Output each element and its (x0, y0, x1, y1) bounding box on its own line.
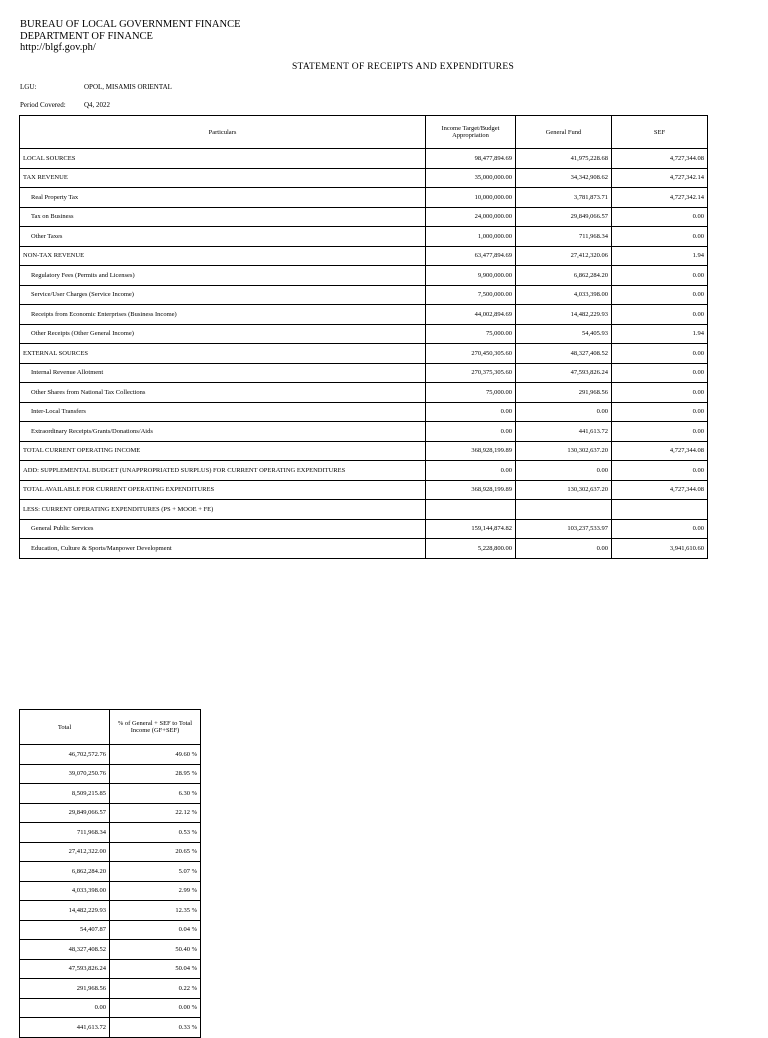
totals-row (20, 901, 201, 921)
total-cell: 54,407.87 (20, 920, 110, 940)
target-cell: 44,002,894.69 (426, 305, 516, 325)
sef-cell: 1.94 (612, 246, 708, 266)
table-row (20, 461, 708, 481)
sef-cell: 3,941,610.60 (612, 539, 708, 559)
sef-cell: 1.94 (612, 324, 708, 344)
target-cell: 75,000.00 (426, 383, 516, 403)
sef-cell: 4,727,344.08 (612, 441, 708, 461)
percent-cell: 50.04 % (110, 959, 201, 979)
lgu-row (20, 83, 172, 91)
target-cell: 0.00 (426, 422, 516, 442)
percent-cell: 2.99 % (110, 881, 201, 901)
general-fund-cell (516, 500, 612, 520)
total-cell: 441,613.72 (20, 1018, 110, 1038)
table-row (20, 227, 708, 247)
particular-cell: Receipts from Economic Enterprises (Business Income) (20, 305, 426, 325)
target-cell: 7,500,000.00 (426, 285, 516, 305)
percent-cell: 0.04 % (110, 920, 201, 940)
particular-cell: General Public Services (20, 519, 426, 539)
general-fund-cell: 54,405.93 (516, 324, 612, 344)
table-row (20, 149, 708, 169)
percent-cell: 12.35 % (110, 901, 201, 921)
sef-cell: 0.00 (612, 422, 708, 442)
sef-cell: 0.00 (612, 305, 708, 325)
sef-cell: 4,727,342.14 (612, 168, 708, 188)
target-cell: 24,000,000.00 (426, 207, 516, 227)
particular-cell: TOTAL CURRENT OPERATING INCOME (20, 441, 426, 461)
table-row (20, 383, 708, 403)
sef-cell: 0.00 (612, 344, 708, 364)
totals-header-row (20, 710, 201, 745)
target-cell: 5,228,800.00 (426, 539, 516, 559)
target-cell: 1,000,000.00 (426, 227, 516, 247)
general-fund-cell: 103,237,533.97 (516, 519, 612, 539)
sef-cell (612, 500, 708, 520)
target-cell: 0.00 (426, 461, 516, 481)
total-cell: 29,849,066.57 (20, 803, 110, 823)
col-header-target: Income Target/Budget Appropriation (426, 116, 516, 149)
particular-cell: LOCAL SOURCES (20, 149, 426, 169)
totals-row (20, 998, 201, 1018)
sef-cell: 0.00 (612, 227, 708, 247)
particular-cell: Other Taxes (20, 227, 426, 247)
totals-row (20, 745, 201, 765)
target-cell: 75,000.00 (426, 324, 516, 344)
col-header-particulars: Particulars (20, 116, 426, 149)
totals-row (20, 881, 201, 901)
sef-cell: 0.00 (612, 402, 708, 422)
particular-cell: TAX REVENUE (20, 168, 426, 188)
percent-cell: 6.30 % (110, 784, 201, 804)
agency-header (20, 19, 241, 54)
sef-cell: 0.00 (612, 363, 708, 383)
particular-cell: Tax on Business (20, 207, 426, 227)
sef-cell: 4,727,342.14 (612, 188, 708, 208)
table-row (20, 441, 708, 461)
percent-cell: 22.12 % (110, 803, 201, 823)
sef-cell: 0.00 (612, 519, 708, 539)
agency-url: http://blgf.gov.ph/ (20, 42, 96, 53)
general-fund-cell: 6,862,284.20 (516, 266, 612, 286)
total-cell: 4,033,398.00 (20, 881, 110, 901)
particular-cell: LESS: CURRENT OPERATING EXPENDITURES (PS + MOOE + FE) (20, 500, 426, 520)
target-cell: 159,144,874.82 (426, 519, 516, 539)
general-fund-cell: 291,968.56 (516, 383, 612, 403)
col-header-percent: % of General + SEF to Total Income (GF+SEF) (110, 710, 201, 745)
general-fund-cell: 130,302,637.20 (516, 480, 612, 500)
table-row (20, 168, 708, 188)
statement-title: STATEMENT OF RECEIPTS AND EXPENDITURES (291, 62, 515, 72)
total-cell: 6,862,284.20 (20, 862, 110, 882)
totals-row (20, 920, 201, 940)
general-fund-cell: 34,342,908.62 (516, 168, 612, 188)
general-fund-cell: 29,849,066.57 (516, 207, 612, 227)
agency-name: BUREAU OF LOCAL GOVERNMENT FINANCE (20, 19, 241, 30)
particular-cell: ADD: SUPPLEMENTAL BUDGET (UNAPPROPRIATED SURPLUS) FOR CURRENT OPERATING EXPENDITURES (20, 461, 426, 481)
total-cell: 0.00 (20, 998, 110, 1018)
totals-row (20, 784, 201, 804)
percent-cell: 0.22 % (110, 979, 201, 999)
particular-cell: Service/User Charges (Service Income) (20, 285, 426, 305)
period-row (20, 101, 111, 109)
particular-cell: Real Property Tax (20, 188, 426, 208)
table-row (20, 188, 708, 208)
table-row (20, 402, 708, 422)
target-cell: 98,477,894.69 (426, 149, 516, 169)
particular-cell: Education, Culture & Sports/Manpower Development (20, 539, 426, 559)
general-fund-cell: 47,593,826.24 (516, 363, 612, 383)
lgu-label: LGU: (20, 83, 37, 91)
totals-row (20, 862, 201, 882)
totals-row (20, 764, 201, 784)
target-cell: 10,000,000.00 (426, 188, 516, 208)
total-cell: 291,968.56 (20, 979, 110, 999)
table-header-row (20, 116, 708, 149)
percent-cell: 20.65 % (110, 842, 201, 862)
table-row (20, 480, 708, 500)
table-row (20, 519, 708, 539)
table-row (20, 305, 708, 325)
total-cell: 48,327,408.52 (20, 940, 110, 960)
target-cell: 35,000,000.00 (426, 168, 516, 188)
percent-cell: 5.07 % (110, 862, 201, 882)
receipts-expenditures-table (19, 115, 708, 559)
particular-cell: Other Receipts (Other General Income) (20, 324, 426, 344)
general-fund-cell: 48,327,408.52 (516, 344, 612, 364)
percent-cell: 28.95 % (110, 764, 201, 784)
total-cell: 711,968.34 (20, 823, 110, 843)
general-fund-cell: 0.00 (516, 539, 612, 559)
sef-cell: 4,727,344.08 (612, 480, 708, 500)
sef-cell: 0.00 (612, 266, 708, 286)
period-label: Period Covered: (20, 101, 66, 109)
particular-cell: Regulatory Fees (Permits and Licenses) (20, 266, 426, 286)
total-cell: 39,070,250.76 (20, 764, 110, 784)
table-row (20, 207, 708, 227)
particular-cell: Internal Revenue Allotment (20, 363, 426, 383)
col-header-sef: SEF (612, 116, 708, 149)
general-fund-cell: 130,302,637.20 (516, 441, 612, 461)
table-row (20, 266, 708, 286)
table-row (20, 344, 708, 364)
target-cell: 9,900,000.00 (426, 266, 516, 286)
target-cell: 368,928,199.89 (426, 441, 516, 461)
general-fund-cell: 0.00 (516, 402, 612, 422)
percent-cell: 49.60 % (110, 745, 201, 765)
col-header-total: Total (20, 710, 110, 745)
particular-cell: EXTERNAL SOURCES (20, 344, 426, 364)
general-fund-cell: 441,613.72 (516, 422, 612, 442)
percent-cell: 0.00 % (110, 998, 201, 1018)
particular-cell: Other Shares from National Tax Collections (20, 383, 426, 403)
sef-cell: 0.00 (612, 461, 708, 481)
totals-row (20, 979, 201, 999)
target-cell: 368,928,199.89 (426, 480, 516, 500)
table-row (20, 539, 708, 559)
general-fund-cell: 4,033,398.00 (516, 285, 612, 305)
table-row (20, 246, 708, 266)
sef-cell: 0.00 (612, 285, 708, 305)
target-cell: 63,477,894.69 (426, 246, 516, 266)
totals-row (20, 959, 201, 979)
col-header-general-fund: General Fund (516, 116, 612, 149)
total-cell: 8,509,215.85 (20, 784, 110, 804)
particular-cell: Inter-Local Transfers (20, 402, 426, 422)
particular-cell: Extraordinary Receipts/Grants/Donations/Aids (20, 422, 426, 442)
general-fund-cell: 0.00 (516, 461, 612, 481)
table-row (20, 500, 708, 520)
sef-cell: 4,727,344.08 (612, 149, 708, 169)
table-row (20, 422, 708, 442)
totals-table (19, 709, 201, 1038)
period-value: Q4, 2022 (84, 101, 111, 109)
lgu-value: OPOL, MISAMIS ORIENTAL (84, 83, 172, 91)
department-name: DEPARTMENT OF FINANCE (20, 30, 153, 42)
particular-cell: TOTAL AVAILABLE FOR CURRENT OPERATING EXPENDITURES (20, 480, 426, 500)
general-fund-cell: 3,781,873.71 (516, 188, 612, 208)
sef-cell: 0.00 (612, 207, 708, 227)
percent-cell: 50.40 % (110, 940, 201, 960)
percent-cell: 0.33 % (110, 1018, 201, 1038)
totals-row (20, 1018, 201, 1038)
general-fund-cell: 27,412,320.06 (516, 246, 612, 266)
table-row (20, 363, 708, 383)
general-fund-cell: 14,482,229.93 (516, 305, 612, 325)
general-fund-cell: 41,975,228.68 (516, 149, 612, 169)
totals-row (20, 803, 201, 823)
particular-cell: NON-TAX REVENUE (20, 246, 426, 266)
totals-row (20, 940, 201, 960)
sef-cell: 0.00 (612, 383, 708, 403)
total-cell: 47,593,826.24 (20, 959, 110, 979)
total-cell: 27,412,322.00 (20, 842, 110, 862)
general-fund-cell: 711,968.34 (516, 227, 612, 247)
totals-row (20, 823, 201, 843)
target-cell: 270,375,305.60 (426, 363, 516, 383)
target-cell: 270,450,305.60 (426, 344, 516, 364)
total-cell: 14,482,229.93 (20, 901, 110, 921)
table-row (20, 285, 708, 305)
total-cell: 46,702,572.76 (20, 745, 110, 765)
percent-cell: 0.53 % (110, 823, 201, 843)
totals-row (20, 842, 201, 862)
table-row (20, 324, 708, 344)
target-cell: 0.00 (426, 402, 516, 422)
target-cell (426, 500, 516, 520)
